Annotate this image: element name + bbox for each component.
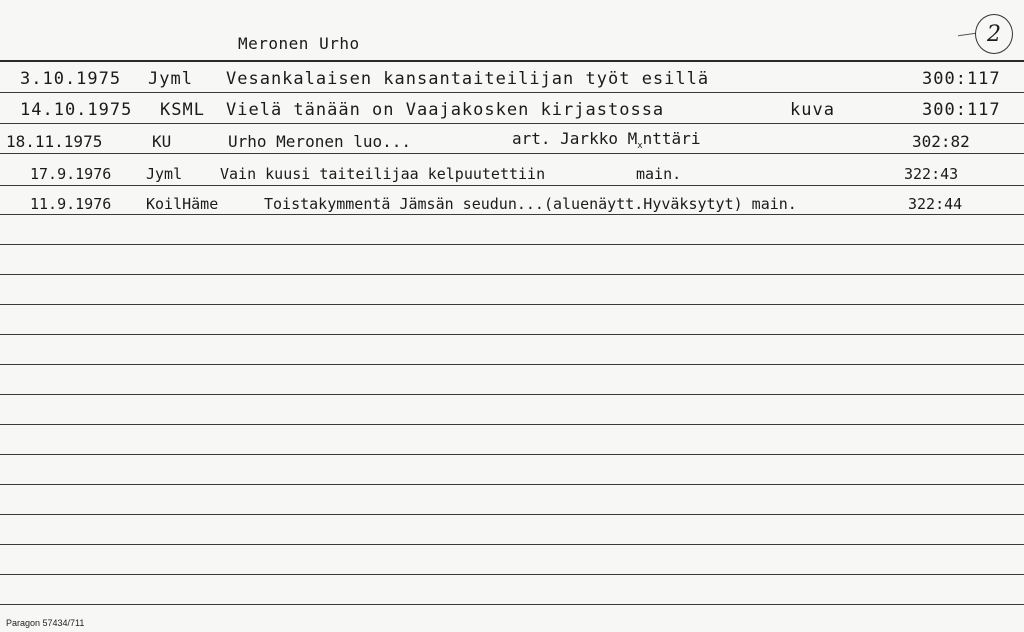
entry-ref: 322:44 (908, 195, 963, 213)
empty-rule (0, 454, 1024, 455)
entry-source: Jyml (148, 69, 193, 89)
entry-date: 17.9.1976 (30, 165, 112, 183)
card-number-circle: 2 (975, 14, 1013, 54)
empty-rule (0, 544, 1024, 545)
entry-row (0, 93, 1024, 123)
entry-date: 18.11.1975 (6, 132, 103, 151)
row-rule (0, 153, 1024, 154)
entry-date: 11.9.1976 (30, 195, 112, 213)
entry-text: Urho Meronen luo... (228, 132, 412, 151)
circle-mark-line (958, 33, 976, 36)
entry-date: 14.10.1975 (20, 100, 133, 120)
entry-ref: 322:43 (904, 165, 959, 183)
entry-source: KSML (160, 100, 205, 120)
empty-rule (0, 394, 1024, 395)
entry-row (0, 124, 1024, 154)
empty-rule (0, 514, 1024, 515)
entry-note-mark: x (637, 141, 643, 151)
empty-rule (0, 604, 1024, 605)
row-rule (0, 214, 1024, 215)
empty-rule (0, 424, 1024, 425)
entry-text: Toistakymmentä Jämsän seudun...(aluenäytt.Hyväksytyt) main. (264, 195, 797, 213)
entry-note-tail: nttäri (642, 129, 701, 148)
entry-ref: 300:117 (922, 69, 1001, 89)
print-code: Paragon 57434/711 (6, 618, 85, 628)
entry-text: Vielä tänään on Vaajakosken kirjastossa (226, 100, 665, 120)
empty-rule (0, 364, 1024, 365)
entry-ref: 300:117 (922, 100, 1001, 120)
empty-rule (0, 334, 1024, 335)
card-title: Meronen Urho (238, 34, 360, 53)
entry-source: Jyml (146, 165, 183, 183)
entry-note (512, 129, 700, 151)
empty-rule (0, 304, 1024, 305)
entry-ref: 302:82 (912, 132, 970, 151)
empty-rule (0, 274, 1024, 275)
entry-date: 3.10.1975 (20, 69, 122, 89)
entry-row (0, 62, 1024, 92)
entry-text: Vesankalaisen kansantaiteilijan työt esillä (226, 69, 710, 89)
entry-source: KoilHäme (146, 195, 219, 213)
empty-rule (0, 244, 1024, 245)
entry-text: Vain kuusi taiteilijaa kelpuutettiin (220, 165, 546, 183)
entry-source: KU (152, 132, 172, 151)
entry-note: main. (636, 165, 682, 183)
entry-note-main: art. Jarkko M (512, 129, 638, 148)
entry-row (0, 186, 1024, 216)
entry-row (0, 156, 1024, 186)
empty-rule (0, 484, 1024, 485)
empty-rule (0, 574, 1024, 575)
entry-note: kuva (790, 100, 835, 120)
